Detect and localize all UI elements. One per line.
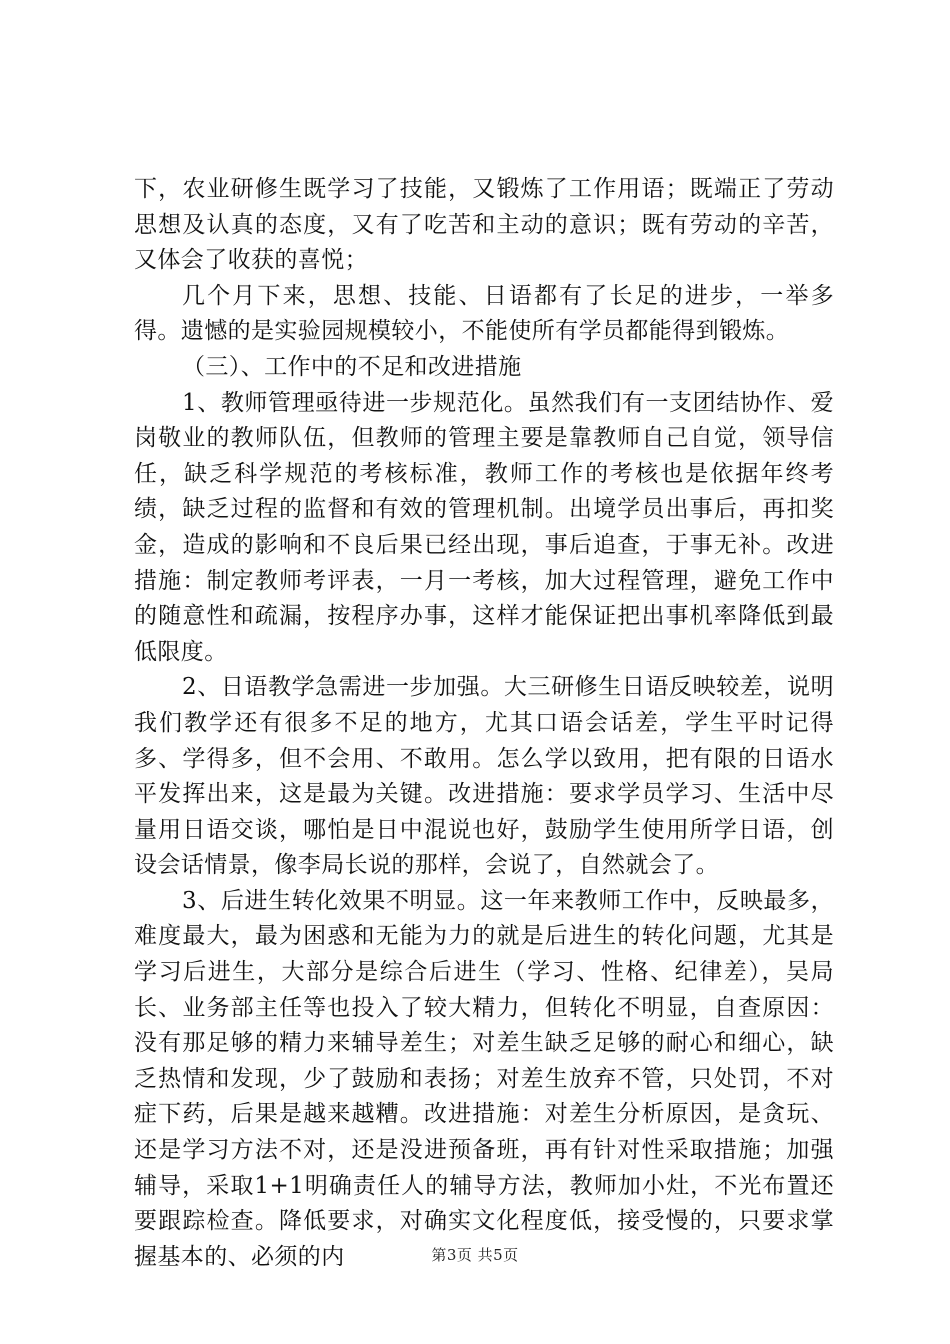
paragraph-japanese-teaching: 2、日语教学急需进一步加强。大三研修生日语反映较差，说明我们教学还有很多不足的地方，尤其口语会话差，学生平时记得多、学得多，但不会用、不敢用。怎么学以致用，把有限的日语水平发挥出来，这是最为关键。改进措施：要求学员学习、生活中尽量用日语交谈，哪怕是日中混说也好，鼓励学生使用所学日语，创设会话情景，像李局长说的那样，会说了，自然就会了。 [134,674,834,879]
paragraph-continuation: 下，农业研修生既学习了技能，又锻炼了工作用语；既端正了劳动思想及认真的态度，又有了吃苦和主动的意识；既有劳动的辛苦，又体会了收获的喜悦； [134,176,834,274]
paragraph-progress: 几个月下来，思想、技能、日语都有了长足的进步，一举多得。遗憾的是实验园规模较小，不能使所有学员都能得到锻炼。 [134,282,834,345]
body-text [134,172,834,1275]
page-footer: 第3页 共5页 [431,1246,519,1264]
paragraph-teacher-management: 1、教师管理亟待进一步规范化。虽然我们有一支团结协作、爱岗敬业的教师队伍，但教师的管理主要是靠教师自己自觉，领导信任，缺乏科学规范的考核标准，教师工作的考核也是依据年终考绩，缺乏过程的监督和有效的管理机制。出境学员出事后，再扣奖金，造成的影响和不良后果已经出现，事后追查，于事无补。改进措施：制定教师考评表，一月一考核，加大过程管理，避免工作中的随意性和疏漏，按程序办事，这样才能保证把出事机率降低到最低限度。 [134,389,834,665]
paragraph-underachievers: 3、后进生转化效果不明显。这一年来教师工作中，反映最多，难度最大，最为困惑和无能为力的就是后进生的转化问题，尤其是学习后进生，大部分是综合后进生（学习、性格、纪律差），吴局长、业务部主任等也投入了较大精力，但转化不明显，自查原因：没有那足够的精力来辅导差生；对差生缺乏足够的耐心和细心，缺乏热情和发现，少了鼓励和表扬；对差生放弃不管，只处罚，不对症下药，后果是越来越糟。改进措施：对差生分析原因，是贪玩、还是学习方法不对，还是没进预备班，再有针对性采取措施；加强辅导，采取1+1明确责任人的辅导方法，教师加小灶，不光布置还要跟踪检查。降低要求，对确实文化程度低，接受慢的，只要求掌握基本的、必须的内 [134,887,834,1270]
section-heading: （三）、工作中的不足和改进措施 [182,353,522,380]
